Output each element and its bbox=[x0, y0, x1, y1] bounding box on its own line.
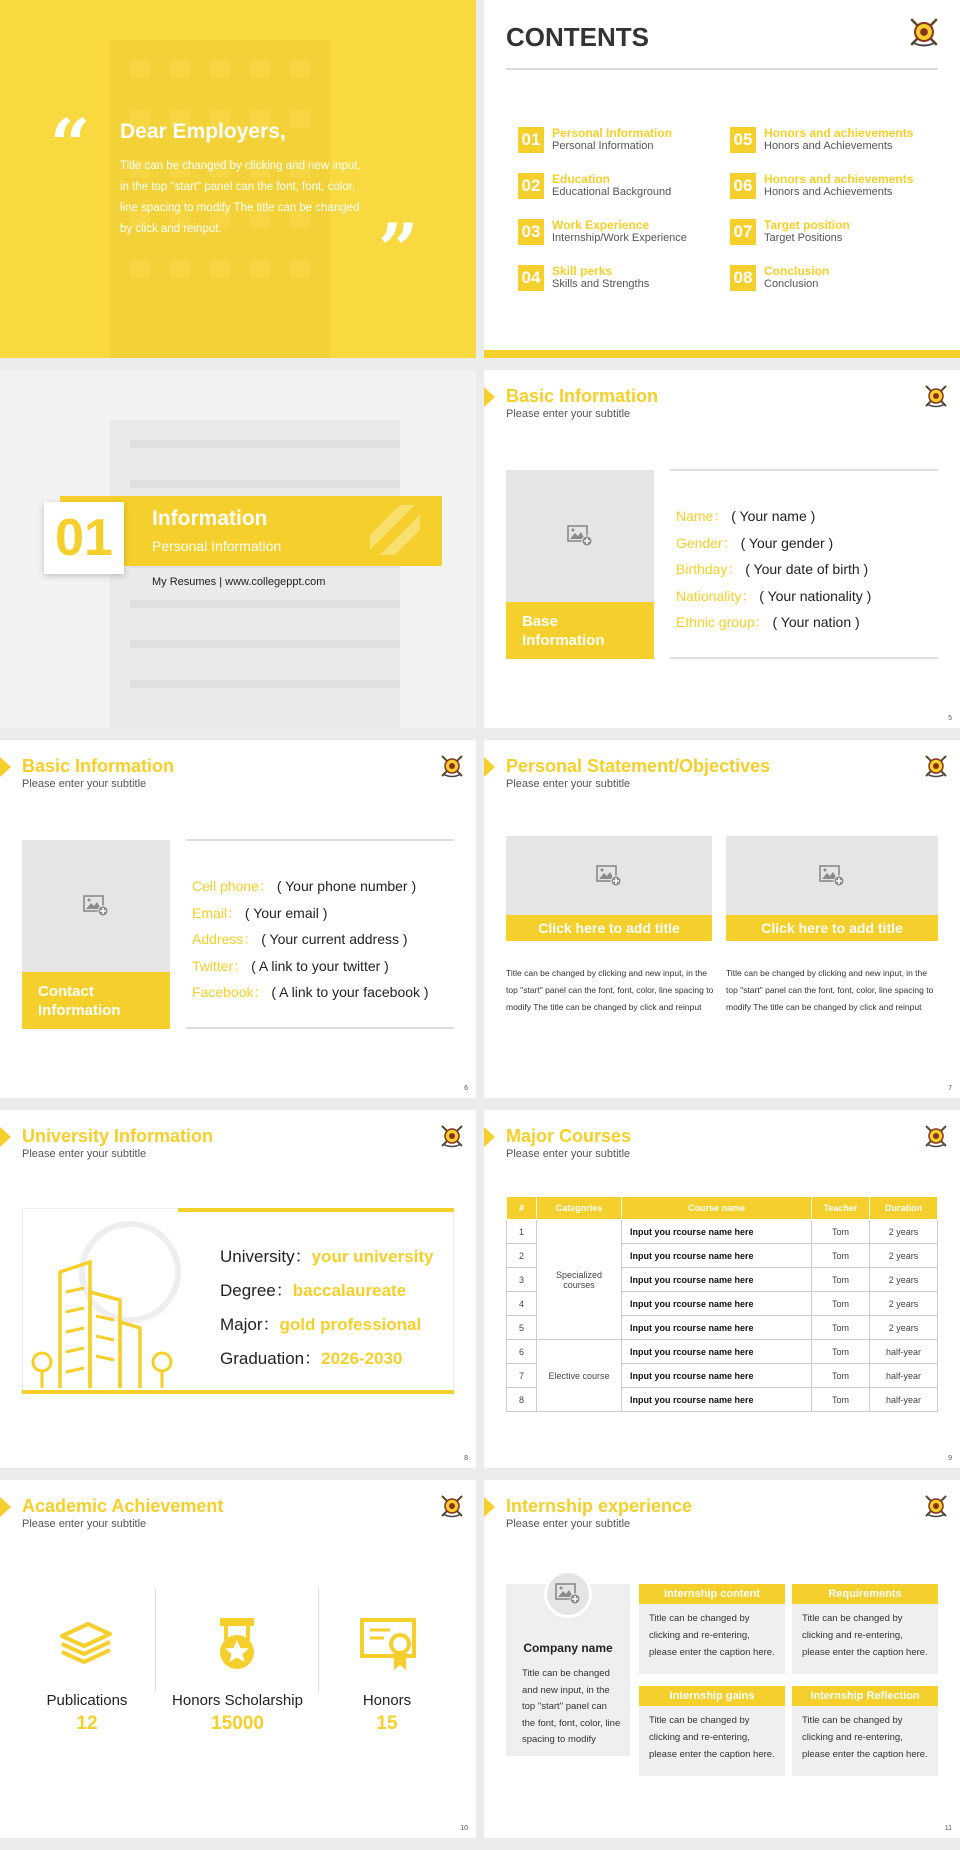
header-cell: Duration bbox=[870, 1197, 938, 1220]
contents-item-01[interactable] bbox=[518, 127, 672, 153]
achievement-value: 12 bbox=[76, 1713, 98, 1734]
item-subtitle: Educational Background bbox=[552, 186, 672, 198]
title-marker-icon bbox=[0, 1497, 11, 1517]
title-marker-icon bbox=[484, 387, 495, 407]
slide-university-information bbox=[0, 1110, 476, 1468]
card-title-button[interactable]: Click here to add title bbox=[506, 915, 712, 941]
slide-title: Major Courses bbox=[506, 1126, 632, 1146]
university-emblem-icon bbox=[922, 1492, 950, 1520]
university-emblem-icon bbox=[438, 752, 466, 780]
slide-academic-achievement bbox=[0, 1480, 476, 1838]
photo-placeholder[interactable] bbox=[22, 840, 170, 972]
page-number: 5 bbox=[948, 715, 952, 722]
graduation-row: Graduation：2026-2030 bbox=[220, 1349, 403, 1368]
contents-title: CONTENTS bbox=[506, 22, 649, 52]
table-row: 4 Input you rcourse name here Tom 2 years bbox=[507, 1292, 938, 1316]
university-emblem-icon bbox=[438, 1122, 466, 1150]
section-number: 01 bbox=[55, 509, 113, 567]
achievement-label: Honors bbox=[362, 1692, 412, 1709]
item-title: Education bbox=[552, 172, 611, 186]
field-facebook: Facebook： ( A link to your facebook ) bbox=[192, 984, 429, 1000]
field-nationality: Nationality： ( Your nationality ) bbox=[676, 588, 872, 604]
field-twitter: Twitter： ( A link to your twitter ) bbox=[192, 958, 389, 974]
slide-dear-employers bbox=[0, 0, 476, 358]
university-emblem-icon bbox=[438, 1492, 466, 1520]
slide-contents bbox=[484, 0, 960, 358]
category-cell: Elective course bbox=[537, 1340, 622, 1412]
image-placeholder-icon bbox=[567, 525, 593, 547]
card-title-button[interactable]: Click here to add title bbox=[726, 915, 938, 941]
table-row: 8 Input you rcourse name here Tom half-year bbox=[507, 1388, 938, 1412]
table-row: 5 Input you rcourse name here Tom 2 years bbox=[507, 1316, 938, 1340]
page-number: 8 bbox=[464, 1455, 468, 1462]
field-ethnic-group: Ethnic group： ( Your nation ) bbox=[676, 614, 860, 630]
field-cell-phone: Cell phone： ( Your phone number ) bbox=[192, 878, 417, 894]
slide-subtitle: Please enter your subtitle bbox=[22, 1148, 147, 1160]
slide-title: University Information bbox=[22, 1126, 214, 1146]
university-emblem-icon bbox=[922, 752, 950, 780]
table-row: 3 Input you rcourse name here Tom 2 years bbox=[507, 1268, 938, 1292]
box-title: Requirements bbox=[792, 1584, 938, 1604]
photo-placeholder[interactable] bbox=[506, 470, 654, 602]
item-number: 06 bbox=[730, 173, 756, 199]
card-body: Title can be changed by clicking and new input, in the top "start" panel can the font, font, color, line spacing to modify The title can be changed by click and reinput bbox=[726, 968, 934, 1012]
category-cell: Specialized courses bbox=[537, 1220, 622, 1340]
header-cell: Categories bbox=[537, 1197, 622, 1220]
slide-basic-information bbox=[484, 370, 960, 728]
page-number: 7 bbox=[948, 1085, 952, 1092]
slide-subtitle: Please enter your subtitle bbox=[506, 408, 631, 420]
image-placeholder-icon bbox=[596, 865, 622, 887]
table-row: 6 Elective course Input you rcourse name here Tom half-year bbox=[507, 1340, 938, 1364]
table-header-row bbox=[507, 1197, 938, 1220]
item-number: 03 bbox=[518, 219, 544, 245]
internship-content-box bbox=[639, 1584, 785, 1674]
page-number: 10 bbox=[460, 1825, 468, 1832]
contents-item-03[interactable] bbox=[518, 219, 687, 245]
section-number-box bbox=[44, 502, 124, 574]
field-birthday: Birthday： ( Your date of birth ) bbox=[676, 561, 869, 577]
header-cell: Teacher bbox=[812, 1197, 870, 1220]
slide-subtitle: Please enter your subtitle bbox=[506, 1148, 631, 1160]
achievement-label: Honors Scholarship bbox=[172, 1692, 303, 1709]
company-name: Company name bbox=[523, 1641, 613, 1655]
courses-table bbox=[506, 1196, 938, 1412]
box-body: Title can be changed by clicking and re-entering, please enter the caption here. bbox=[802, 1715, 928, 1760]
university-emblem-icon bbox=[922, 1122, 950, 1150]
university-emblem-icon bbox=[906, 14, 942, 50]
achievement-value: 15000 bbox=[211, 1713, 264, 1734]
section-tagline: My Resumes | www.collegeppt.com bbox=[152, 576, 326, 588]
header-cell: # bbox=[507, 1197, 537, 1220]
university-emblem-icon bbox=[922, 382, 950, 410]
divider bbox=[506, 68, 938, 70]
slide-subtitle: Please enter your subtitle bbox=[22, 778, 147, 790]
page-number: 6 bbox=[464, 1085, 468, 1092]
slide-body: Title can be changed by clicking and new input, in the top "start" panel can the font, font, color, line spacing to modify The title can be changed by click and reinput. bbox=[120, 160, 361, 235]
box-body: Title can be changed by clicking and re-entering, please enter the caption here. bbox=[802, 1613, 928, 1658]
item-subtitle: Honors and Achievements bbox=[764, 140, 893, 152]
divider bbox=[155, 1588, 156, 1692]
slide-personal-statement bbox=[484, 740, 960, 1098]
item-number: 08 bbox=[730, 265, 756, 291]
slide-title: Academic Achievement bbox=[22, 1496, 224, 1516]
bottom-accent-line bbox=[22, 1390, 454, 1394]
image-placeholder-icon bbox=[83, 895, 109, 917]
requirements-box bbox=[792, 1584, 938, 1674]
bottom-accent-bar bbox=[484, 350, 960, 358]
box-body: Title can be changed by clicking and re-entering, please enter the caption here. bbox=[649, 1613, 775, 1658]
major-row: Major：gold professional bbox=[220, 1315, 422, 1334]
item-number: 02 bbox=[518, 173, 544, 199]
divider bbox=[670, 469, 938, 471]
photo-placeholder[interactable] bbox=[506, 836, 712, 915]
slide-heading: Dear Employers, bbox=[120, 120, 286, 143]
box-body: Title can be changed by clicking and re-entering, please enter the caption here. bbox=[649, 1715, 775, 1760]
slide-subtitle: Please enter your subtitle bbox=[506, 1518, 631, 1530]
card-label: Contact Information bbox=[22, 972, 170, 1029]
divider bbox=[318, 1588, 319, 1692]
divider bbox=[186, 1027, 454, 1029]
divider bbox=[670, 657, 938, 659]
contents-item-02[interactable] bbox=[518, 173, 671, 199]
item-number: 01 bbox=[518, 127, 544, 153]
box-title: Internship Reflection bbox=[792, 1686, 938, 1706]
table-row: 2 Input you rcourse name here Tom 2 years bbox=[507, 1244, 938, 1268]
open-quote-icon: “ bbox=[50, 103, 91, 186]
item-title: Honors and achievements bbox=[764, 172, 914, 186]
internship-gains-box bbox=[639, 1686, 785, 1776]
box-title: Internship gains bbox=[639, 1686, 785, 1706]
box-title: Internship content bbox=[639, 1584, 785, 1604]
item-title: Honors and achievements bbox=[764, 126, 914, 140]
item-title: Conclusion bbox=[764, 264, 830, 278]
slide-major-courses bbox=[484, 1110, 960, 1468]
title-marker-icon bbox=[0, 757, 11, 777]
slide-section-01 bbox=[0, 370, 476, 728]
slide-internship-experience bbox=[484, 1480, 960, 1838]
divider bbox=[186, 839, 454, 841]
internship-reflection-box bbox=[792, 1686, 938, 1776]
building-illustration-icon bbox=[30, 1212, 190, 1390]
field-name: Name： ( Your name ) bbox=[676, 508, 816, 524]
item-subtitle: Target Positions bbox=[764, 232, 843, 244]
title-marker-icon bbox=[484, 757, 495, 777]
slide-subtitle: Please enter your subtitle bbox=[22, 1518, 147, 1530]
books-icon bbox=[58, 1618, 114, 1668]
photo-placeholder[interactable] bbox=[726, 836, 938, 915]
item-subtitle: Skills and Strengths bbox=[552, 278, 650, 290]
achievement-label: Publications bbox=[46, 1692, 128, 1709]
company-body: Title can be changed and new input, in the top "start" panel can the font, font, color, line spacing to modify bbox=[522, 1668, 621, 1745]
header-cell: Course name bbox=[622, 1197, 812, 1220]
field-email: Email： ( Your email ) bbox=[192, 905, 328, 921]
image-placeholder-icon bbox=[819, 865, 845, 887]
top-accent-line bbox=[178, 1208, 454, 1212]
slide-contact-information bbox=[0, 740, 476, 1098]
contents-item-06[interactable] bbox=[730, 173, 913, 199]
company-logo-placeholder[interactable] bbox=[544, 1570, 592, 1618]
banner-stripes bbox=[370, 505, 420, 555]
section-title: Information bbox=[152, 507, 268, 530]
item-number: 04 bbox=[518, 265, 544, 291]
degree-row: Degree：baccalaureate bbox=[220, 1281, 407, 1300]
item-title: Work Experience bbox=[552, 218, 650, 232]
achievement-value: 15 bbox=[376, 1713, 398, 1734]
table-row: 7 Input you rcourse name here Tom half-year bbox=[507, 1364, 938, 1388]
title-marker-icon bbox=[484, 1497, 495, 1517]
card-label: Base Information bbox=[506, 602, 654, 659]
item-title: Target position bbox=[764, 218, 850, 232]
certificate-icon bbox=[360, 1618, 418, 1672]
item-subtitle: Conclusion bbox=[764, 278, 819, 290]
contents-item-08[interactable] bbox=[730, 265, 829, 291]
page-number: 11 bbox=[944, 1825, 952, 1832]
slide-title: Personal Statement/Objectives bbox=[506, 756, 771, 776]
item-title: Personal Information bbox=[552, 126, 673, 140]
slide-title: Basic Information bbox=[22, 756, 175, 776]
slide-title: Internship experience bbox=[506, 1496, 693, 1516]
medal-icon bbox=[214, 1616, 260, 1672]
university-row: University：your university bbox=[220, 1247, 434, 1266]
close-quote-icon: ” bbox=[378, 208, 419, 291]
page-number: 9 bbox=[948, 1455, 952, 1462]
item-subtitle: Internship/Work Experience bbox=[552, 232, 687, 244]
contents-item-04[interactable] bbox=[518, 265, 649, 291]
card-body: Title can be changed by clicking and new input, in the top "start" panel can the font, font, color, line spacing to modify The title can be changed by click and reinput bbox=[506, 968, 714, 1012]
contents-item-05[interactable] bbox=[730, 127, 913, 153]
contents-item-07[interactable] bbox=[730, 219, 850, 245]
item-number: 05 bbox=[730, 127, 756, 153]
item-title: Skill perks bbox=[552, 264, 613, 278]
item-number: 07 bbox=[730, 219, 756, 245]
slide-title: Basic Information bbox=[506, 386, 659, 406]
field-gender: Gender： ( Your gender ) bbox=[676, 535, 834, 551]
field-address: Address： ( Your current address ) bbox=[192, 931, 408, 947]
title-marker-icon bbox=[0, 1127, 11, 1147]
item-subtitle: Honors and Achievements bbox=[764, 186, 893, 198]
slide-subtitle: Please enter your subtitle bbox=[506, 778, 631, 790]
section-subtitle: Personal Information bbox=[152, 538, 282, 554]
title-marker-icon bbox=[484, 1127, 495, 1147]
image-placeholder-icon bbox=[555, 1583, 581, 1605]
item-subtitle: Personal Information bbox=[552, 140, 654, 152]
table-row: 1 Specialized courses Input you rcourse name here Tom 2 years bbox=[507, 1220, 938, 1244]
